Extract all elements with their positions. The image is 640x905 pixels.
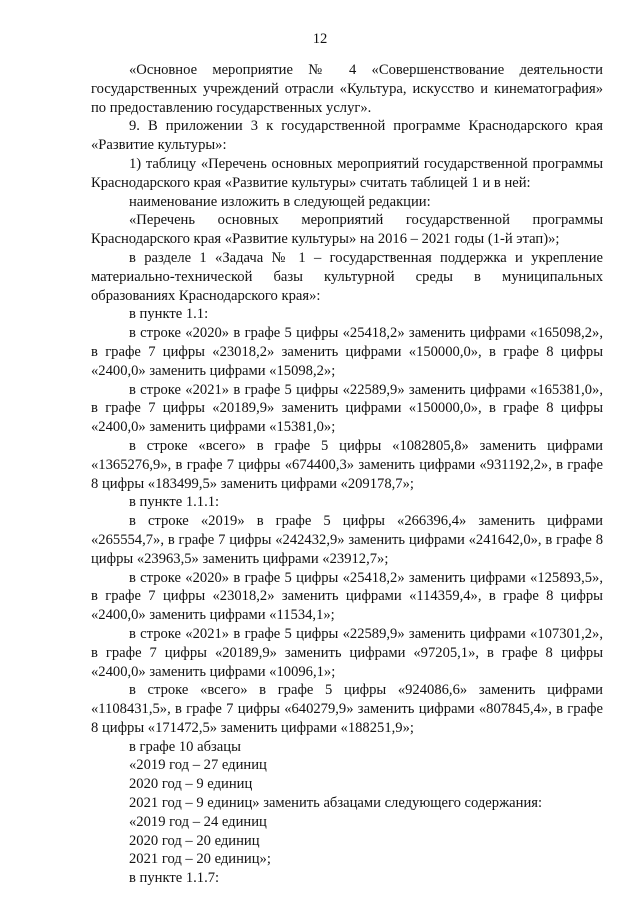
paragraph: 9. В приложении 3 к государственной программе Краснодарского края «Развитие культуры»: — [91, 118, 603, 154]
paragraph: в графе 10 абзацы — [129, 738, 241, 755]
paragraph: «2019 год – 27 единиц — [129, 757, 267, 774]
paragraph: в строке «2021» в графе 5 цифры «22589,9» заменить цифрами «165381,0», в графе 7 цифры «20189,9» заменить цифрами «150000,0», в графе 8 цифры «2400,0» заменить цифрами «15381,0»; — [91, 381, 603, 436]
paragraph: «2019 год – 24 единиц — [129, 813, 267, 830]
paragraph: в строке «2020» в графе 5 цифры «25418,2» заменить цифрами «125893,5», в графе 7 цифры «23018,2» заменить цифрами «114359,4», в графе 8 цифры «2400,0» заменить цифрами «11534,1»; — [91, 569, 603, 624]
paragraph: 2020 год – 9 единиц — [129, 776, 253, 793]
paragraph: в разделе 1 «Задача № 1 – государственная поддержка и укрепление материально-технической базы культурной среды в муниципальных образованиях Краснодарского края»: — [91, 249, 603, 304]
paragraph: 1) таблицу «Перечень основных мероприятий государственной программы Краснодарского края «Развитие культуры» считать таблицей 1 и в ней: — [91, 155, 603, 191]
paragraph: в строке «2019» в графе 5 цифры «266396,4» заменить цифрами «265554,7», в графе 7 цифры «242432,9» заменить цифрами «241642,0», в графе 8 цифры «23963,5» заменить цифрами «23912,7»; — [91, 513, 603, 567]
paragraph: в пункте 1.1: — [129, 306, 209, 323]
paragraph: «Основное мероприятие № 4 «Совершенствование деятельности государственных учреждений отрасли «Культура, искусство и кинематография» по предоставлению государственных услуг». — [91, 62, 603, 116]
paragraph: в строке «2021» в графе 5 цифры «22589,9» заменить цифрами «107301,2», в графе 7 цифры «20189,9» заменить цифрами «97205,1», в графе 8 цифры «2400,0» заменить цифрами «10096,1»; — [91, 625, 603, 680]
paragraph: наименование изложить в следующей редакции: — [129, 193, 431, 210]
paragraph: «Перечень основных мероприятий государственной программы Краснодарского края «Развитие культуры» на 2016 – 2021 годы (1-й этап)»; — [91, 212, 603, 248]
paragraph: в строке «всего» в графе 5 цифры «1082805,8» заменить цифрами «1365276,9», в графе 7 цифры «674400,3» заменить цифрами «931192,2», в графе 8 цифры «183499,5» заменить цифрами «209178,7»; — [91, 437, 603, 492]
paragraph: 2020 год – 20 единиц — [129, 832, 260, 849]
page-number: 12 — [312, 31, 328, 47]
paragraph: в пункте 1.1.7: — [129, 870, 220, 887]
paragraph: в строке «2020» в графе 5 цифры «25418,2» заменить цифрами «165098,2», в графе 7 цифры «23018,2» заменить цифрами «150000,0», в графе 8 цифры «2400,0» заменить цифрами «15098,2»; — [91, 325, 603, 379]
paragraph: в строке «всего» в графе 5 цифры «924086,6» заменить цифрами «1108431,5», в графе 7 цифры «640279,9» заменить цифрами «807845,4», в графе 8 цифры «171472,5» заменить цифрами «188251,9»; — [91, 682, 603, 736]
document-body — [91, 61, 603, 888]
paragraph: 2021 год – 20 единиц»; — [129, 851, 271, 868]
paragraph: в пункте 1.1.1: — [129, 494, 220, 511]
paragraph: 2021 год – 9 единиц» заменить абзацами следующего содержания: — [129, 795, 543, 812]
